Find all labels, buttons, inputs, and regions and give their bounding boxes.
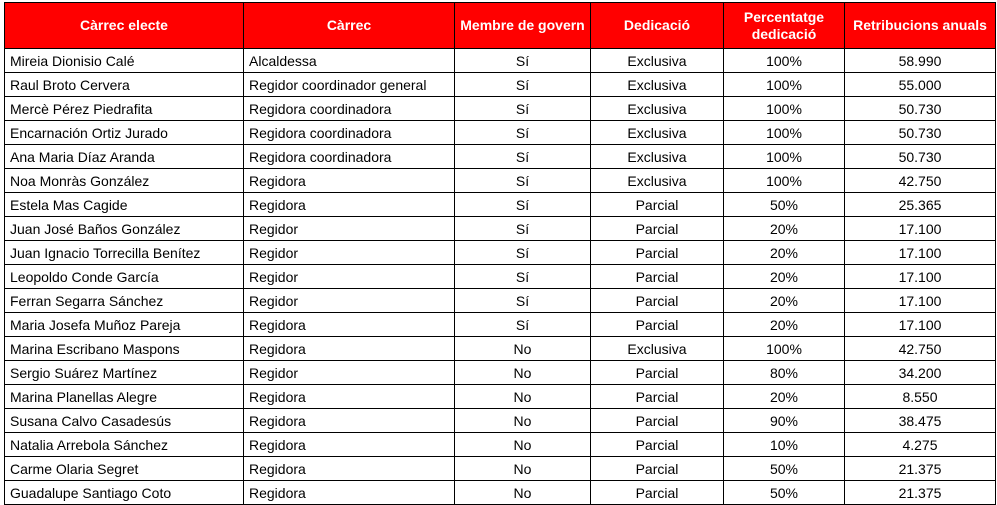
position-cell: Regidora coordinadora xyxy=(244,121,455,145)
position-cell: Regidora xyxy=(244,169,455,193)
table-row xyxy=(5,481,996,505)
position-cell: Regidor xyxy=(244,217,455,241)
annual-pay-cell: 17.100 xyxy=(845,217,996,241)
government-member-cell: Sí xyxy=(455,73,591,97)
dedication-percent-cell: 100% xyxy=(724,169,845,193)
table-row xyxy=(5,169,996,193)
government-member-cell: No xyxy=(455,409,591,433)
position-cell: Regidora xyxy=(244,457,455,481)
name-cell: Marina Planellas Alegre xyxy=(5,385,244,409)
annual-pay-cell: 17.100 xyxy=(845,313,996,337)
annual-pay-cell: 50.730 xyxy=(845,145,996,169)
government-member-cell: Sí xyxy=(455,97,591,121)
table-row xyxy=(5,361,996,385)
annual-pay-cell: 58.990 xyxy=(845,49,996,73)
dedication-percent-cell: 50% xyxy=(724,193,845,217)
dedication-cell: Parcial xyxy=(591,457,724,481)
government-member-cell: Sí xyxy=(455,121,591,145)
annual-pay-cell: 50.730 xyxy=(845,121,996,145)
table-row xyxy=(5,97,996,121)
dedication-percent-cell: 20% xyxy=(724,313,845,337)
table-row xyxy=(5,193,996,217)
government-member-cell: No xyxy=(455,481,591,505)
name-cell: Raul Broto Cervera xyxy=(5,73,244,97)
name-cell: Ferran Segarra Sánchez xyxy=(5,289,244,313)
dedication-cell: Exclusiva xyxy=(591,169,724,193)
position-cell: Regidora xyxy=(244,433,455,457)
dedication-cell: Parcial xyxy=(591,241,724,265)
dedication-cell: Parcial xyxy=(591,193,724,217)
dedication-percent-cell: 20% xyxy=(724,289,845,313)
name-cell: Estela Mas Cagide xyxy=(5,193,244,217)
position-cell: Regidora xyxy=(244,313,455,337)
dedication-percent-cell: 20% xyxy=(724,385,845,409)
dedication-percent-cell: 100% xyxy=(724,73,845,97)
annual-pay-cell: 17.100 xyxy=(845,241,996,265)
position-cell: Regidora xyxy=(244,385,455,409)
government-member-cell: Sí xyxy=(455,289,591,313)
position-cell: Regidora xyxy=(244,409,455,433)
government-member-cell: No xyxy=(455,433,591,457)
dedication-cell: Parcial xyxy=(591,217,724,241)
government-member-cell: No xyxy=(455,361,591,385)
name-cell: Guadalupe Santiago Coto xyxy=(5,481,244,505)
table-row xyxy=(5,289,996,313)
dedication-cell: Parcial xyxy=(591,481,724,505)
annual-pay-cell: 17.100 xyxy=(845,289,996,313)
table-row xyxy=(5,385,996,409)
name-cell: Carme Olaria Segret xyxy=(5,457,244,481)
col-header-name: Càrrec electe xyxy=(5,3,244,49)
dedication-percent-cell: 100% xyxy=(724,121,845,145)
government-member-cell: Sí xyxy=(455,193,591,217)
name-cell: Mireia Dionisio Calé xyxy=(5,49,244,73)
dedication-cell: Parcial xyxy=(591,385,724,409)
table-row xyxy=(5,241,996,265)
annual-pay-cell: 8.550 xyxy=(845,385,996,409)
name-cell: Juan José Baños González xyxy=(5,217,244,241)
dedication-cell: Parcial xyxy=(591,265,724,289)
government-member-cell: No xyxy=(455,337,591,361)
table-row xyxy=(5,337,996,361)
dedication-cell: Parcial xyxy=(591,289,724,313)
dedication-percent-cell: 50% xyxy=(724,481,845,505)
annual-pay-cell: 55.000 xyxy=(845,73,996,97)
name-cell: Juan Ignacio Torrecilla Benítez xyxy=(5,241,244,265)
dedication-cell: Exclusiva xyxy=(591,337,724,361)
dedication-percent-cell: 100% xyxy=(724,337,845,361)
dedication-cell: Parcial xyxy=(591,409,724,433)
col-header-dedication: Dedicació xyxy=(591,3,724,49)
table-row xyxy=(5,121,996,145)
government-member-cell: No xyxy=(455,385,591,409)
position-cell: Regidor xyxy=(244,361,455,385)
position-cell: Regidor xyxy=(244,289,455,313)
dedication-percent-cell: 20% xyxy=(724,241,845,265)
position-cell: Regidora coordinadora xyxy=(244,97,455,121)
table-row xyxy=(5,145,996,169)
government-member-cell: Sí xyxy=(455,313,591,337)
position-cell: Regidor xyxy=(244,265,455,289)
position-cell: Regidora xyxy=(244,193,455,217)
remuneration-table xyxy=(4,2,996,505)
name-cell: Noa Monràs González xyxy=(5,169,244,193)
col-header-government-member: Membre de govern xyxy=(455,3,591,49)
name-cell: Mercè Pérez Piedrafita xyxy=(5,97,244,121)
dedication-cell: Exclusiva xyxy=(591,97,724,121)
col-header-dedication-percent: Percentatge dedicació xyxy=(724,3,845,49)
table-row xyxy=(5,217,996,241)
dedication-cell: Exclusiva xyxy=(591,49,724,73)
position-cell: Regidor coordinador general xyxy=(244,73,455,97)
annual-pay-cell: 42.750 xyxy=(845,337,996,361)
name-cell: Encarnación Ortiz Jurado xyxy=(5,121,244,145)
header-row xyxy=(5,3,996,49)
annual-pay-cell: 21.375 xyxy=(845,457,996,481)
annual-pay-cell: 4.275 xyxy=(845,433,996,457)
table-row xyxy=(5,73,996,97)
dedication-percent-cell: 80% xyxy=(724,361,845,385)
name-cell: Sergio Suárez Martínez xyxy=(5,361,244,385)
name-cell: Ana Maria Díaz Aranda xyxy=(5,145,244,169)
name-cell: Maria Josefa Muñoz Pareja xyxy=(5,313,244,337)
name-cell: Susana Calvo Casadesús xyxy=(5,409,244,433)
annual-pay-cell: 17.100 xyxy=(845,265,996,289)
name-cell: Leopoldo Conde García xyxy=(5,265,244,289)
annual-pay-cell: 38.475 xyxy=(845,409,996,433)
dedication-percent-cell: 100% xyxy=(724,145,845,169)
dedication-percent-cell: 20% xyxy=(724,217,845,241)
name-cell: Marina Escribano Maspons xyxy=(5,337,244,361)
dedication-percent-cell: 100% xyxy=(724,49,845,73)
annual-pay-cell: 34.200 xyxy=(845,361,996,385)
position-cell: Regidora xyxy=(244,337,455,361)
dedication-percent-cell: 50% xyxy=(724,457,845,481)
dedication-cell: Exclusiva xyxy=(591,121,724,145)
col-header-position: Càrrec xyxy=(244,3,455,49)
dedication-cell: Parcial xyxy=(591,361,724,385)
position-cell: Regidora coordinadora xyxy=(244,145,455,169)
table-row xyxy=(5,49,996,73)
government-member-cell: Sí xyxy=(455,49,591,73)
position-cell: Alcaldessa xyxy=(244,49,455,73)
position-cell: Regidor xyxy=(244,241,455,265)
government-member-cell: Sí xyxy=(455,169,591,193)
dedication-percent-cell: 20% xyxy=(724,265,845,289)
dedication-cell: Parcial xyxy=(591,313,724,337)
dedication-cell: Parcial xyxy=(591,433,724,457)
government-member-cell: Sí xyxy=(455,217,591,241)
position-cell: Regidora xyxy=(244,481,455,505)
dedication-percent-cell: 90% xyxy=(724,409,845,433)
table-row xyxy=(5,409,996,433)
dedication-percent-cell: 10% xyxy=(724,433,845,457)
dedication-cell: Exclusiva xyxy=(591,73,724,97)
annual-pay-cell: 25.365 xyxy=(845,193,996,217)
government-member-cell: Sí xyxy=(455,145,591,169)
table-row xyxy=(5,313,996,337)
annual-pay-cell: 42.750 xyxy=(845,169,996,193)
dedication-cell: Exclusiva xyxy=(591,145,724,169)
government-member-cell: Sí xyxy=(455,265,591,289)
table-row xyxy=(5,265,996,289)
annual-pay-cell: 50.730 xyxy=(845,97,996,121)
table-row xyxy=(5,457,996,481)
government-member-cell: No xyxy=(455,457,591,481)
government-member-cell: Sí xyxy=(455,241,591,265)
name-cell: Natalia Arrebola Sánchez xyxy=(5,433,244,457)
dedication-percent-cell: 100% xyxy=(724,97,845,121)
annual-pay-cell: 21.375 xyxy=(845,481,996,505)
table-row xyxy=(5,433,996,457)
col-header-annual-pay: Retribucions anuals xyxy=(845,3,996,49)
